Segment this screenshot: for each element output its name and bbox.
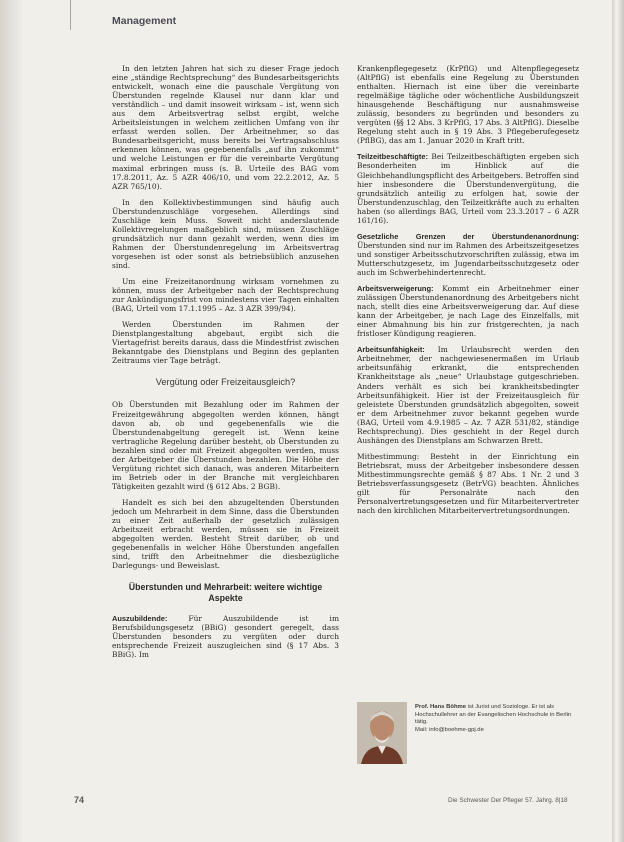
paragraph-text: Für Auszubildende ist im Berufsbildungsgesetz (BBiG) gesondert geregelt, dass Überstunden besonders zu vergüten oder durch entsprechende Freizeit auszugleichen sind (§ 17 Abs. 3 BBiG). Im xyxy=(112,614,339,660)
lead-label: Auszubildende: xyxy=(112,614,168,624)
paragraph: In den Kollektivbestimmungen sind häufig auch Überstundenzuschläge vorgesehen. Allerdings sind Zuschläge kein Muss. Soweit nicht anderslautende Kollektivregelungen maßgeblich sind, müssen Zuschläge grundsätzlich nur dann gezahlt werden, wenn dies im Rahmen der Überstundenregelung im Arbeitsvertrag vorgesehen ist oder sonst als betriebsüblich anzusehen sind. xyxy=(112,197,339,270)
subheading-ueberstunden: Überstunden und Mehrarbeit: weitere wichtige Aspekte xyxy=(128,582,323,604)
subheading-verguetung: Vergütung oder Freizeitausgleich? xyxy=(155,377,296,388)
publication-footer: Die Schwester Der Pfleger 57. Jahrg. 8|18 xyxy=(448,797,568,804)
paragraph-teilzeit xyxy=(357,152,579,224)
lead-label: Arbeitsunfähigkeit: xyxy=(357,345,425,355)
author-photo xyxy=(357,702,407,764)
page-number: 74 xyxy=(74,795,85,805)
author-mail: Mail: info@boehme-gpj.de xyxy=(415,726,484,733)
author-bio xyxy=(415,704,581,734)
author-name: Prof. Hans Böhme xyxy=(415,704,467,710)
paragraph: Krankenpflegegesetz (KrPflG) und Altenpflegegesetz (AltPflG) ist ebenfalls eine Regelung zu Überstunden enthalten. Hiernach ist eine über die vereinbarte regelmäßige tägliche oder wöchentliche Ausbildungszeit hinausgehende Beschäftigung nur ausnahmsweise zulässig, besonders zu begründen und besonders zu vergüten (§§ 12 Abs. 3 KrPflG, 17 Abs. 3 AltPflG). Dieselbe Regelung steht auch in § 19 Abs. 3 Pflegeberufegesetz (PflBG), das am 1. Januar 2020 in Kraft tritt. xyxy=(357,64,579,146)
paragraph: In den letzten Jahren hat sich zu dieser Frage jedoch eine „ständige Rechtsprechung“ des Bundesarbeitsgerichts entwickelt, wonach eine die pauschale Vergütung von Überstunden regelnde Klausel nur dann klar und verständlich – und damit insoweit wirksam – ist, wenn sich aus dem Arbeitsvertrag selbst ergibt, welche Arbeitsleistungen in welchem zeitlichen Umfang von ihr erfasst werden sollen. Der Arbeitnehmer, so das Bundesarbeitsgericht, muss bereits bei Vertragsabschluss erkennen können, was gegebenenfalls „auf ihn zukommt“ und welche Leistungen er für die vereinbarte Vergütung maximal erbringen muss (s. B. Urteile des BAG vom 17.8.2011, Az. 5 AZR 406/10, und vom 22.2.2012, Az. 5 AZR 765/10). xyxy=(112,64,339,191)
right-column xyxy=(357,64,579,522)
section-header: Management xyxy=(112,15,177,27)
portrait-image xyxy=(357,702,407,764)
lead-label: Gesetzliche Grenzen der Überstundenanordnung: xyxy=(357,231,579,241)
lead-label: Arbeitsverweigerung: xyxy=(357,284,434,294)
binding-edge xyxy=(0,0,22,842)
paragraph: Mitbestimmung: Besteht in der Einrichtung ein Betriebsrat, muss der Arbeitgeber insbesondere dessen Mitbestimmungsrechte gemäß § 87 Abs. 1 Nr. 2 und 3 Betriebsverfassungsgesetz (BetrVG) beachten. Ähnliches gilt für Personalräte nach den Personalvertretungsgesetzen und für Mitarbeitervertreter nach den kirchlichen Mitarbeitervertretungsordnungen. xyxy=(357,451,579,516)
lead-label: Teilzeitbeschäftigte: xyxy=(357,152,428,162)
paragraph-grenzen xyxy=(357,232,579,277)
paragraph: Ob Überstunden mit Bezahlung oder im Rahmen der Freizeitgewährung abgegolten werden können, hängt davon ab, ob und gegebenenfalls wie die Überstundenabgeltung geregelt ist. Wenn keine vertragliche Regelung darüber besteht, ob Überstunden zu bezahlen sind oder mit Freizeit abgegolten werden, muss der Arbeitgeber die Überstunden bezahlen. Die Höhe der Vergütung richtet sich danach, was anderen Mitarbeitern im Betrieb oder in der Branche mit vergleichbaren Tätigkeiten gezahlt wird (§ 612 Abs. 2 BGB). xyxy=(112,400,339,491)
paragraph-text: Bei Teilzeitbeschäftigten ergeben sich Besonderheiten im Hinblick auf die Gleichbehandlungspflicht des Arbeitgebers. Betroffen sind hier insbesondere die Überstundenvergütung, die grundsätzlich anteilig zu erfolgen hat, sowie der Überstundenzuschlag, den Teilzeitkräfte auch zu erhalten haben (so allerdings BAG, Urteil vom 23.3.2017 – 6 AZR 161/16). xyxy=(357,152,579,225)
paragraph: Um eine Freizeitanordnung wirksam vornehmen zu können, muss der Arbeitgeber nach der Rechtsprechung zur Ankündigungsfrist von mindestens vier Tagen einhalten (BAG, Urteil vom 17.1.1995 – Az. 3 AZR 399/94). xyxy=(112,277,339,314)
page-edge xyxy=(612,0,624,842)
paragraph: Handelt es sich bei den abzugeltenden Überstunden jedoch um Mehrarbeit in dem Sinne, dass die Überstunden zu einer Zeit außerhalb der gesetzlich zulässigen Arbeitszeit erbracht werden, müssen sie in Freizeit abgegolten werden. Besteht Streit darüber, ob und gegebenenfalls in welcher Höhe Überstunden angefallen sind, trifft den Arbeitnehmer die diesbezügliche Darlegungs- und Beweislast. xyxy=(112,497,339,571)
paragraph: Werden Überstunden im Rahmen der Dienstplangestaltung abgebaut, ergibt sich die Viertagefrist bereits daraus, dass die Mindestfrist zwischen Bekanntgabe des Dienstplans und Beginn des geplanten Zeitraums vier Tage beträgt. xyxy=(112,320,339,366)
left-column xyxy=(112,64,339,667)
paragraph-unfaehigkeit xyxy=(357,345,579,445)
author-description: ist Jurist und Soziologe. Er ist als Hochschullehrer an der Evangelischen Hochschule in Berlin tätig. xyxy=(415,704,572,726)
paragraph-text: Kommt ein Arbeitnehmer einer zulässigen Überstundenanordnung des Arbeitgebers nicht nach, stellt dies eine Arbeitsverweigerung dar. Auf diese kann der Arbeitgeber, je nach Lage des Einzelfalls, mit einer Abmahnung bis hin zur fristgerechten, ja nach fristloser Kündigung reagieren. xyxy=(357,284,579,339)
header-divider xyxy=(70,0,71,30)
paragraph-text: Überstunden sind nur im Rahmen des Arbeitszeitgesetzes und sonstiger Arbeitsschutzvorschriften zulässig, etwa im Mutterschutzgesetz, im Jugendarbeitsschutzgesetz oder auch im Schwerbehindertenrecht. xyxy=(357,240,579,277)
paragraph-text: Im Urlaubsrecht werden den Arbeitnehmer, der nachgewiesenermaßen im Urlaub arbeitsunfähig erkrankt, die entsprechenden Krankheitstage als „neue“ Urlaubstage gutgeschrieben. Anders verhält es sich bei krankheitsbedingter Arbeitsunfähigkeit. Hier ist der Freizeitausgleich für geleistete Überstunden grundsätzlich abgegolten, soweit er dem Arbeitnehmer zuvor bekannt gegeben wurde (BAG, Urteil vom 4.9.1985 – Az. 7 AZR 531/82, ständige Rechtsprechung). Dies geschieht in der Regel durch Aushängen des Dienstplans am Schwarzen Brett. xyxy=(357,345,579,445)
paragraph-verweigerung xyxy=(357,284,579,338)
author-box xyxy=(357,702,582,766)
paragraph-auszubildende xyxy=(112,614,339,659)
